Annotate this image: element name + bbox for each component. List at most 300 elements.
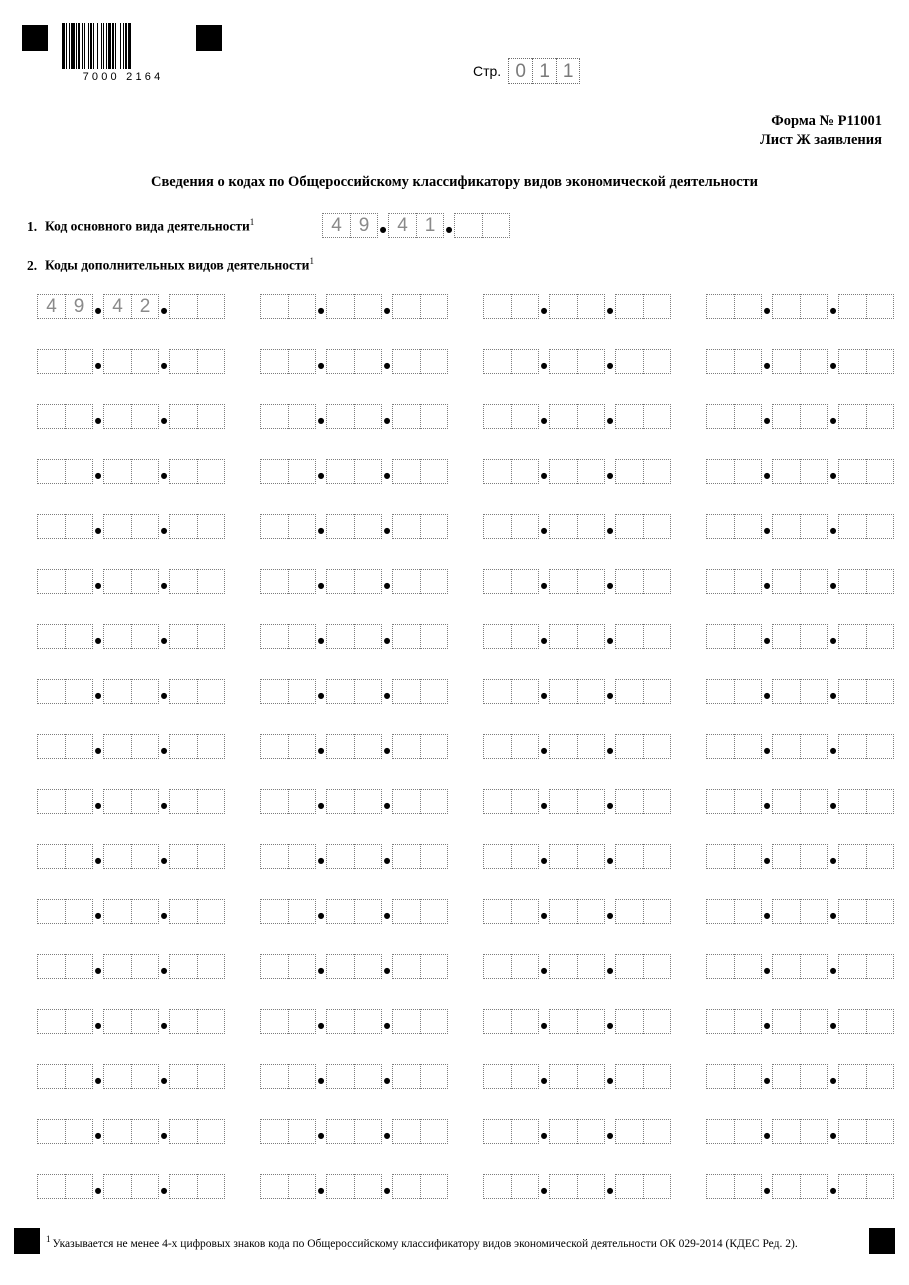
additional-code-digit[interactable]: [288, 899, 316, 924]
additional-code-digit[interactable]: [866, 1119, 894, 1144]
additional-code-digit[interactable]: [65, 1119, 93, 1144]
additional-code-digit[interactable]: [511, 954, 539, 979]
additional-code-digit[interactable]: [615, 294, 643, 319]
additional-code-digit[interactable]: [511, 1009, 539, 1034]
additional-code-digit[interactable]: [866, 294, 894, 319]
additional-code-digit[interactable]: [866, 899, 894, 924]
additional-code-digit[interactable]: [326, 899, 354, 924]
additional-code-digit[interactable]: [392, 1174, 420, 1199]
additional-code-digit[interactable]: [838, 789, 866, 814]
additional-code-digit[interactable]: [326, 1174, 354, 1199]
additional-code-digit[interactable]: [577, 349, 605, 374]
additional-code-digit[interactable]: [131, 349, 159, 374]
additional-code-field[interactable]: [260, 294, 483, 349]
additional-code-digit[interactable]: [734, 404, 762, 429]
additional-code-digit[interactable]: [354, 624, 382, 649]
additional-code-digit[interactable]: [392, 679, 420, 704]
additional-code-digit[interactable]: [706, 1009, 734, 1034]
additional-code-digit[interactable]: [800, 1174, 828, 1199]
additional-code-field[interactable]: [706, 899, 909, 954]
additional-code-digit[interactable]: [65, 1009, 93, 1034]
additional-code-digit[interactable]: [288, 569, 316, 594]
additional-code-digit[interactable]: [420, 789, 448, 814]
additional-code-digit[interactable]: [197, 569, 225, 594]
additional-code-field[interactable]: [37, 679, 260, 734]
additional-code-field[interactable]: [260, 514, 483, 569]
additional-code-field[interactable]: [483, 459, 706, 514]
additional-code-digit[interactable]: [734, 1009, 762, 1034]
additional-code-digit[interactable]: [288, 349, 316, 374]
additional-code-digit[interactable]: [706, 789, 734, 814]
primary-code-digit[interactable]: 1: [416, 213, 444, 238]
additional-code-digit[interactable]: [800, 624, 828, 649]
additional-code-digit[interactable]: [838, 1009, 866, 1034]
additional-code-digit[interactable]: [734, 954, 762, 979]
additional-code-digit[interactable]: [420, 1119, 448, 1144]
additional-code-field[interactable]: [260, 789, 483, 844]
additional-code-field[interactable]: [483, 734, 706, 789]
additional-code-digit[interactable]: [577, 1174, 605, 1199]
additional-code-digit[interactable]: [643, 734, 671, 759]
additional-code-digit[interactable]: [392, 514, 420, 539]
additional-code-digit[interactable]: [772, 624, 800, 649]
additional-code-digit[interactable]: [772, 1119, 800, 1144]
additional-code-field[interactable]: [706, 844, 909, 899]
additional-code-digit[interactable]: [577, 844, 605, 869]
additional-code-digit[interactable]: [511, 899, 539, 924]
additional-code-field[interactable]: [706, 1009, 909, 1064]
additional-code-digit[interactable]: [706, 899, 734, 924]
additional-code-field[interactable]: [260, 1009, 483, 1064]
additional-code-digit[interactable]: [577, 1064, 605, 1089]
additional-code-digit[interactable]: [103, 844, 131, 869]
additional-code-digit[interactable]: [734, 789, 762, 814]
additional-code-digit[interactable]: [643, 514, 671, 539]
additional-code-digit[interactable]: [866, 789, 894, 814]
additional-code-digit[interactable]: [800, 954, 828, 979]
additional-code-digit[interactable]: [65, 569, 93, 594]
additional-code-digit[interactable]: [169, 514, 197, 539]
additional-code-field[interactable]: [483, 899, 706, 954]
additional-code-digit[interactable]: [866, 954, 894, 979]
additional-code-digit[interactable]: [131, 1119, 159, 1144]
additional-code-digit[interactable]: [577, 459, 605, 484]
additional-code-digit[interactable]: [549, 349, 577, 374]
additional-code-digit[interactable]: [169, 954, 197, 979]
additional-code-digit[interactable]: [511, 679, 539, 704]
additional-code-field[interactable]: [706, 624, 909, 679]
additional-code-digit[interactable]: [260, 1119, 288, 1144]
additional-code-digit[interactable]: [577, 789, 605, 814]
additional-code-field[interactable]: [483, 404, 706, 459]
additional-code-digit[interactable]: [354, 734, 382, 759]
additional-code-digit[interactable]: [643, 1174, 671, 1199]
additional-code-digit[interactable]: [706, 349, 734, 374]
additional-code-field[interactable]: [706, 954, 909, 1009]
additional-code-digit[interactable]: [103, 679, 131, 704]
additional-code-digit[interactable]: [169, 404, 197, 429]
additional-code-field[interactable]: [483, 679, 706, 734]
additional-code-digit[interactable]: [131, 459, 159, 484]
additional-code-digit[interactable]: [131, 899, 159, 924]
additional-code-digit[interactable]: 4: [37, 294, 65, 319]
additional-code-digit[interactable]: [734, 679, 762, 704]
additional-code-digit[interactable]: [260, 1064, 288, 1089]
additional-code-digit[interactable]: [615, 954, 643, 979]
page-number-digit[interactable]: 0: [508, 58, 532, 84]
additional-code-digit[interactable]: [734, 1119, 762, 1144]
additional-code-digit[interactable]: [615, 514, 643, 539]
page-number-digit[interactable]: 1: [532, 58, 556, 84]
additional-code-digit[interactable]: [260, 789, 288, 814]
additional-code-digit[interactable]: [37, 404, 65, 429]
additional-code-digit[interactable]: [706, 514, 734, 539]
additional-code-digit[interactable]: [483, 1064, 511, 1089]
additional-code-digit[interactable]: [511, 734, 539, 759]
additional-code-field[interactable]: [483, 1119, 706, 1174]
additional-code-digit[interactable]: [197, 734, 225, 759]
additional-code-field[interactable]: [37, 1174, 260, 1229]
additional-code-digit[interactable]: [169, 1009, 197, 1034]
additional-code-digit[interactable]: [615, 349, 643, 374]
additional-code-digit[interactable]: [511, 404, 539, 429]
additional-code-digit[interactable]: [549, 1009, 577, 1034]
additional-code-digit[interactable]: [706, 1119, 734, 1144]
additional-code-digit[interactable]: [131, 569, 159, 594]
additional-code-digit[interactable]: [169, 844, 197, 869]
additional-code-digit[interactable]: [420, 624, 448, 649]
additional-code-digit[interactable]: [169, 1119, 197, 1144]
additional-code-digit[interactable]: [260, 844, 288, 869]
additional-code-digit[interactable]: [511, 1064, 539, 1089]
additional-code-digit[interactable]: [260, 734, 288, 759]
additional-code-digit[interactable]: [197, 514, 225, 539]
additional-code-digit[interactable]: [577, 569, 605, 594]
additional-code-digit[interactable]: [734, 459, 762, 484]
additional-code-digit[interactable]: [549, 734, 577, 759]
additional-code-digit[interactable]: [103, 954, 131, 979]
additional-code-digit[interactable]: [483, 899, 511, 924]
additional-code-digit[interactable]: [838, 734, 866, 759]
additional-code-digit[interactable]: [288, 954, 316, 979]
page-number-cells[interactable]: [508, 58, 580, 84]
additional-code-digit[interactable]: [131, 789, 159, 814]
additional-code-field[interactable]: [706, 1174, 909, 1229]
additional-code-digit[interactable]: [511, 1119, 539, 1144]
additional-code-digit[interactable]: [288, 734, 316, 759]
additional-code-digit[interactable]: 2: [131, 294, 159, 319]
additional-code-digit[interactable]: [838, 1119, 866, 1144]
additional-code-digit[interactable]: [615, 569, 643, 594]
additional-code-digit[interactable]: [65, 789, 93, 814]
additional-code-field[interactable]: [483, 844, 706, 899]
additional-code-digit[interactable]: [706, 679, 734, 704]
additional-code-digit[interactable]: [734, 569, 762, 594]
additional-code-digit[interactable]: [326, 514, 354, 539]
additional-code-digit[interactable]: [169, 789, 197, 814]
additional-code-digit[interactable]: [326, 1119, 354, 1144]
additional-code-digit[interactable]: [197, 624, 225, 649]
additional-code-digit[interactable]: [326, 1064, 354, 1089]
additional-code-digit[interactable]: [288, 459, 316, 484]
additional-code-digit[interactable]: [577, 1009, 605, 1034]
additional-code-digit[interactable]: [511, 789, 539, 814]
additional-code-field[interactable]: [37, 624, 260, 679]
additional-code-digit[interactable]: [197, 899, 225, 924]
additional-code-field[interactable]: [706, 514, 909, 569]
additional-code-digit[interactable]: [866, 1064, 894, 1089]
additional-code-digit[interactable]: [392, 459, 420, 484]
additional-code-digit[interactable]: [103, 349, 131, 374]
additional-code-field[interactable]: [706, 459, 909, 514]
additional-code-digit[interactable]: [643, 404, 671, 429]
additional-code-digit[interactable]: [706, 1174, 734, 1199]
additional-code-digit[interactable]: [511, 294, 539, 319]
additional-code-digit[interactable]: [549, 569, 577, 594]
additional-code-digit[interactable]: [354, 294, 382, 319]
additional-code-digit[interactable]: [838, 624, 866, 649]
additional-code-digit[interactable]: [392, 734, 420, 759]
additional-code-digit[interactable]: [866, 844, 894, 869]
additional-code-digit[interactable]: [65, 899, 93, 924]
additional-code-field[interactable]: [260, 1119, 483, 1174]
additional-code-digit[interactable]: [511, 349, 539, 374]
additional-code-field[interactable]: [260, 679, 483, 734]
additional-code-digit[interactable]: [800, 349, 828, 374]
additional-code-digit[interactable]: [103, 899, 131, 924]
additional-code-field[interactable]: [483, 624, 706, 679]
additional-code-digit[interactable]: [169, 899, 197, 924]
additional-code-digit[interactable]: [103, 789, 131, 814]
additional-code-digit[interactable]: [420, 679, 448, 704]
additional-code-digit[interactable]: [772, 569, 800, 594]
additional-code-field[interactable]: [706, 679, 909, 734]
additional-code-digit[interactable]: [354, 569, 382, 594]
additional-code-digit[interactable]: [511, 1174, 539, 1199]
additional-code-digit[interactable]: [288, 624, 316, 649]
additional-code-digit[interactable]: [354, 404, 382, 429]
additional-code-digit[interactable]: [643, 789, 671, 814]
additional-code-digit[interactable]: [169, 294, 197, 319]
additional-code-digit[interactable]: [615, 734, 643, 759]
additional-code-digit[interactable]: [643, 1009, 671, 1034]
additional-code-field[interactable]: [483, 954, 706, 1009]
additional-code-digit[interactable]: [288, 1064, 316, 1089]
additional-code-digit[interactable]: [103, 569, 131, 594]
additional-code-field[interactable]: [483, 789, 706, 844]
additional-code-digit[interactable]: [37, 1064, 65, 1089]
additional-code-digit[interactable]: [37, 1174, 65, 1199]
additional-code-digit[interactable]: [288, 679, 316, 704]
additional-code-digit[interactable]: [197, 294, 225, 319]
additional-code-digit[interactable]: [169, 1064, 197, 1089]
additional-code-digit[interactable]: [169, 1174, 197, 1199]
additional-code-digit[interactable]: [772, 1009, 800, 1034]
additional-code-digit[interactable]: [326, 624, 354, 649]
additional-code-digit[interactable]: [260, 954, 288, 979]
additional-code-digit[interactable]: [615, 1064, 643, 1089]
primary-code-digit[interactable]: [454, 213, 482, 238]
additional-code-digit[interactable]: [65, 624, 93, 649]
additional-code-digit[interactable]: [197, 1009, 225, 1034]
additional-code-digit[interactable]: [772, 734, 800, 759]
additional-code-digit[interactable]: [772, 349, 800, 374]
additional-code-digit[interactable]: [838, 569, 866, 594]
additional-code-digit[interactable]: [65, 954, 93, 979]
additional-code-digit[interactable]: [866, 624, 894, 649]
additional-code-digit[interactable]: [131, 954, 159, 979]
page-number-digit[interactable]: 1: [556, 58, 580, 84]
additional-code-digit[interactable]: [65, 514, 93, 539]
additional-code-digit[interactable]: [643, 294, 671, 319]
additional-code-digit[interactable]: 9: [65, 294, 93, 319]
additional-code-digit[interactable]: [392, 1119, 420, 1144]
additional-code-digit[interactable]: [577, 679, 605, 704]
additional-code-digit[interactable]: [734, 899, 762, 924]
additional-code-field[interactable]: [37, 349, 260, 404]
additional-code-digit[interactable]: [549, 1119, 577, 1144]
additional-code-digit[interactable]: [288, 789, 316, 814]
additional-code-digit[interactable]: [706, 844, 734, 869]
additional-code-digit[interactable]: [549, 514, 577, 539]
additional-code-digit[interactable]: [392, 789, 420, 814]
additional-code-digit[interactable]: [103, 734, 131, 759]
additional-code-digit[interactable]: [511, 624, 539, 649]
additional-code-digit[interactable]: [326, 679, 354, 704]
additional-code-digit[interactable]: [838, 844, 866, 869]
additional-code-digit[interactable]: [288, 1174, 316, 1199]
additional-code-digit[interactable]: [131, 1064, 159, 1089]
additional-code-digit[interactable]: [420, 404, 448, 429]
additional-code-digit[interactable]: [511, 459, 539, 484]
additional-code-field[interactable]: [706, 349, 909, 404]
primary-activity-code-field[interactable]: [322, 213, 510, 242]
primary-code-digit[interactable]: [482, 213, 510, 238]
additional-code-digit[interactable]: 4: [103, 294, 131, 319]
additional-code-digit[interactable]: [577, 294, 605, 319]
additional-code-digit[interactable]: [420, 844, 448, 869]
additional-code-digit[interactable]: [392, 899, 420, 924]
additional-code-digit[interactable]: [838, 459, 866, 484]
additional-code-digit[interactable]: [354, 349, 382, 374]
additional-code-digit[interactable]: [37, 789, 65, 814]
additional-code-digit[interactable]: [866, 569, 894, 594]
additional-code-digit[interactable]: [577, 1119, 605, 1144]
additional-code-digit[interactable]: [420, 569, 448, 594]
additional-code-digit[interactable]: [37, 1009, 65, 1034]
additional-code-digit[interactable]: [103, 514, 131, 539]
additional-code-digit[interactable]: [483, 954, 511, 979]
additional-code-digit[interactable]: [420, 459, 448, 484]
additional-code-field[interactable]: [706, 569, 909, 624]
additional-code-digit[interactable]: [706, 294, 734, 319]
additional-code-digit[interactable]: [643, 459, 671, 484]
additional-code-digit[interactable]: [260, 1174, 288, 1199]
additional-code-digit[interactable]: [169, 349, 197, 374]
additional-code-digit[interactable]: [615, 1119, 643, 1144]
additional-code-digit[interactable]: [326, 954, 354, 979]
additional-code-digit[interactable]: [577, 404, 605, 429]
additional-code-digit[interactable]: [549, 789, 577, 814]
additional-code-digit[interactable]: [197, 349, 225, 374]
additional-code-digit[interactable]: [800, 899, 828, 924]
additional-code-digit[interactable]: [37, 624, 65, 649]
additional-code-digit[interactable]: [65, 349, 93, 374]
additional-code-digit[interactable]: [800, 459, 828, 484]
additional-code-digit[interactable]: [838, 1064, 866, 1089]
additional-code-field[interactable]: [706, 1119, 909, 1174]
additional-code-digit[interactable]: [288, 1009, 316, 1034]
additional-code-digit[interactable]: [103, 624, 131, 649]
additional-code-digit[interactable]: [420, 899, 448, 924]
additional-code-digit[interactable]: [197, 844, 225, 869]
additional-code-digit[interactable]: [483, 1119, 511, 1144]
additional-code-field[interactable]: [483, 294, 706, 349]
additional-code-field[interactable]: [483, 1064, 706, 1119]
additional-code-field[interactable]: [37, 294, 260, 349]
additional-code-digit[interactable]: [37, 569, 65, 594]
additional-code-field[interactable]: [706, 789, 909, 844]
additional-code-field[interactable]: [37, 1119, 260, 1174]
additional-code-digit[interactable]: [103, 1009, 131, 1034]
additional-code-digit[interactable]: [615, 624, 643, 649]
additional-code-digit[interactable]: [326, 1009, 354, 1034]
additional-code-digit[interactable]: [511, 569, 539, 594]
additional-code-digit[interactable]: [800, 734, 828, 759]
additional-code-digit[interactable]: [772, 294, 800, 319]
additional-code-digit[interactable]: [734, 1174, 762, 1199]
additional-code-digit[interactable]: [392, 844, 420, 869]
additional-code-digit[interactable]: [483, 294, 511, 319]
additional-code-digit[interactable]: [800, 404, 828, 429]
additional-code-digit[interactable]: [392, 404, 420, 429]
additional-code-digit[interactable]: [260, 1009, 288, 1034]
additional-code-digit[interactable]: [706, 954, 734, 979]
additional-code-field[interactable]: [260, 844, 483, 899]
additional-code-digit[interactable]: [549, 899, 577, 924]
additional-code-digit[interactable]: [354, 899, 382, 924]
additional-code-digit[interactable]: [420, 294, 448, 319]
additional-code-field[interactable]: [260, 624, 483, 679]
primary-code-digit[interactable]: 4: [388, 213, 416, 238]
additional-code-digit[interactable]: [615, 844, 643, 869]
additional-code-digit[interactable]: [197, 1174, 225, 1199]
additional-code-field[interactable]: [37, 514, 260, 569]
additional-code-digit[interactable]: [772, 899, 800, 924]
additional-code-digit[interactable]: [288, 844, 316, 869]
additional-code-digit[interactable]: [197, 679, 225, 704]
additional-code-digit[interactable]: [483, 789, 511, 814]
additional-code-digit[interactable]: [483, 459, 511, 484]
additional-code-digit[interactable]: [577, 954, 605, 979]
additional-code-digit[interactable]: [260, 679, 288, 704]
additional-code-digit[interactable]: [260, 349, 288, 374]
additional-code-digit[interactable]: [260, 294, 288, 319]
additional-code-digit[interactable]: [615, 789, 643, 814]
additional-code-digit[interactable]: [838, 1174, 866, 1199]
additional-code-digit[interactable]: [772, 844, 800, 869]
additional-code-digit[interactable]: [615, 679, 643, 704]
additional-code-digit[interactable]: [169, 624, 197, 649]
additional-code-digit[interactable]: [131, 624, 159, 649]
additional-code-digit[interactable]: [260, 404, 288, 429]
additional-code-digit[interactable]: [392, 294, 420, 319]
additional-code-digit[interactable]: [706, 624, 734, 649]
additional-code-field[interactable]: [260, 459, 483, 514]
additional-code-digit[interactable]: [866, 404, 894, 429]
additional-code-digit[interactable]: [65, 679, 93, 704]
additional-code-digit[interactable]: [577, 624, 605, 649]
